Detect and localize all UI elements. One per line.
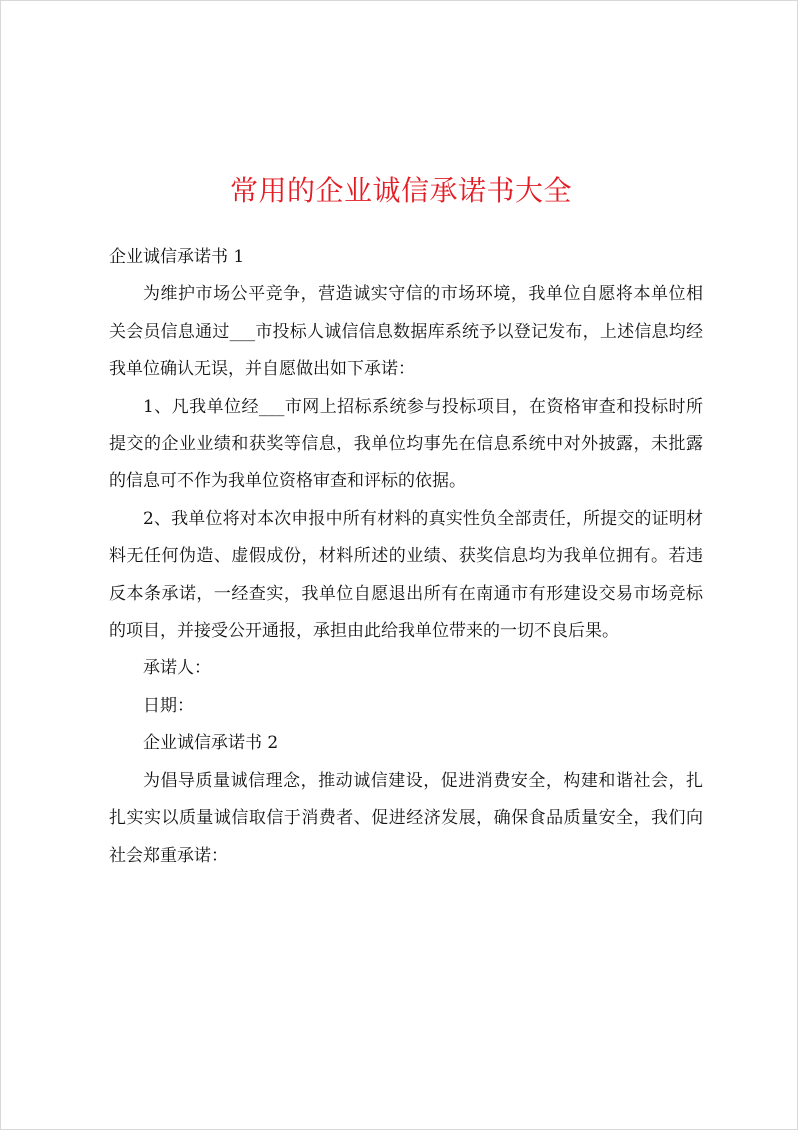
promisor-label: 承诺人： xyxy=(143,658,211,679)
document-body xyxy=(109,239,703,875)
section1-item-1: 1、凡我单位经___市网上招标系统参与投标项目，在资格审查和投标时所提交的企业业绩和获奖等信息，我单位均事先在信息系统中对外披露，未批露的信息可不作为我单位资格审查和评标的依据。 xyxy=(109,396,703,492)
page-title: 常用的企业诚信承诺书大全 xyxy=(229,174,572,207)
section-heading-1: 企业诚信承诺书 1 xyxy=(109,247,245,267)
section1-intro-paragraph: 为维护市场公平竞争，营造诚实守信的市场环境，我单位自愿将本单位相关会员信息通过___市投标人诚信信息数据库系统予以登记发布，上述信息均经我单位确认无误，并自愿做出如下承诺： xyxy=(109,284,703,380)
section-heading-2: 企业诚信承诺书 2 xyxy=(143,733,279,754)
section1-item-2: 2、我单位将对本次申报中所有材料的真实性负全部责任，所提交的证明材料无任何伪造、虚假成份，材料所述的业绩、获奖信息均为我单位拥有。若违反本条承诺，一经查实，我单位自愿退出所有在南通市有形建设交易市场竞标的项目，并接受公开通报，承担由此给我单位带来的一切不良后果。 xyxy=(109,508,703,642)
section2-intro-paragraph: 为倡导质量诚信理念，推动诚信建设，促进消费安全，构建和谐社会，扎扎实实以质量诚信取信于消费者、促进经济发展，确保食品质量安全，我们向社会郑重承诺： xyxy=(109,770,703,866)
date-label: 日期： xyxy=(143,695,194,716)
